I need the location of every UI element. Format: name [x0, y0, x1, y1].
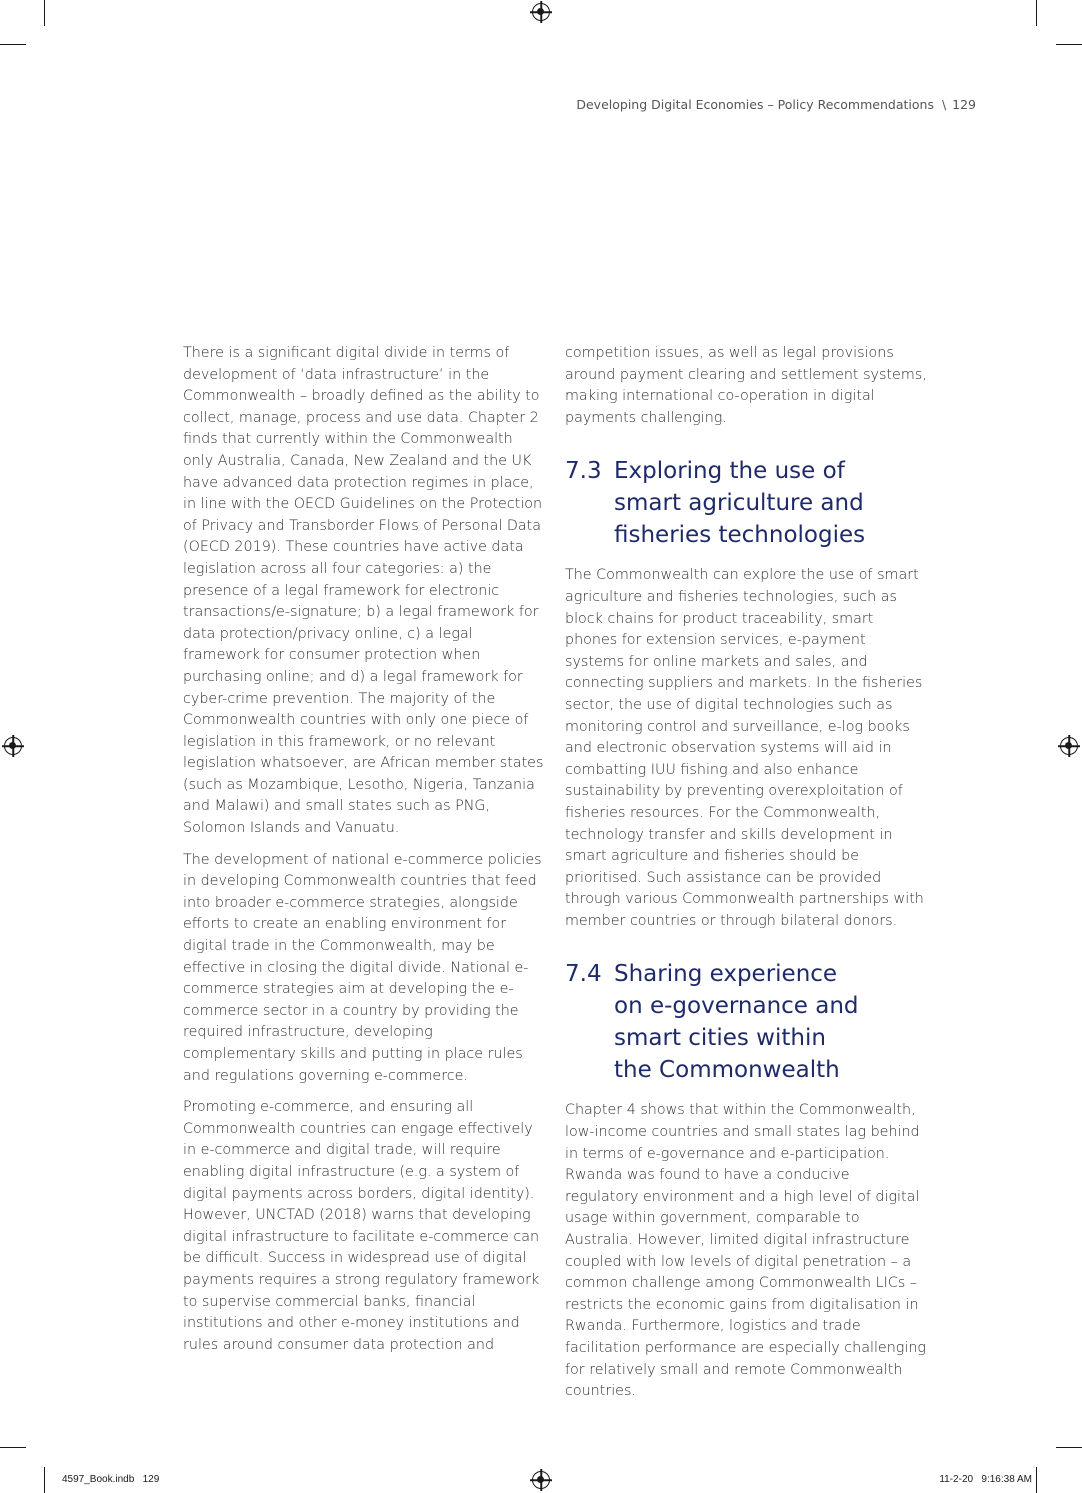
crop-mark-bottom-right-h [1056, 1447, 1082, 1448]
section-heading-7-4 [565, 958, 927, 1086]
section-heading-7-3 [565, 455, 927, 551]
right-column [565, 343, 927, 1413]
body-paragraph: The Commonwealth can explore the use of smart agriculture and fisheries technologies, such as block chains for product traceability, smart phones for extension services, e-payment systems for online markets and sales, and connecting suppliers and markets. In the fisheries sector, the use of digital technologies such as monitoring control and surveillance, e-log books and electronic observation systems will aid in combatting IUU fishing and also enhance sustainability by preventing overexploitation of fisheries resources. For the Commonwealth, technology transfer and skills development in smart agriculture and fisheries should be prioritised. Such assistance can be provided through various Commonwealth partnerships with member countries or through bilateral donors. [565, 567, 924, 929]
page-number: 129 [952, 97, 976, 112]
section-title: Exploring the use of smart agriculture and fisheries technologies [614, 458, 866, 549]
left-column [183, 343, 545, 1366]
section-title: Sharing experience on e-governance and smart cities within the Commonwealth [614, 961, 859, 1084]
crop-mark-top-left-v [44, 0, 45, 26]
body-paragraph: competition issues, as well as legal provisions around payment clearing and settlement systems, making international co-operation in digital payments challenging. [565, 345, 927, 426]
running-head-separator: \ [941, 97, 947, 112]
crop-mark-bottom-left-v [44, 1467, 45, 1493]
body-paragraph: There is a significant digital divide in terms of development of ‘data infrastructure’ in the Commonwealth – broadly defined as the ability to collect, manage, process and use data. Chapter 2 finds that currently within the Commonwealth only Australia, Canada, New Zealand and the UK have advanced data protection regimes in place, in line with the OECD Guidelines on the Protection of Privacy and Transborder Flows of Personal Data (OECD 2019). These countries have active data legislation across all four categories: a) the presence of a legal framework for electronic transactions/e-signature; b) a legal framework for data protection/privacy online, c) a legal framework for consumer protection when purchasing online; and d) a legal framework for cyber-crime prevention. The majority of the Commonwealth countries with only one piece of legislation in this framework, or no relevant legislation whatsoever, are African member states (such as Mozambique, Lesotho, Nigeria, Tanzania and Malawi) and small states such as PNG, Solomon Islands and Vanuatu. [183, 345, 544, 837]
crop-mark-bottom-left-h [0, 1447, 26, 1448]
crop-mark-top-right-v [1036, 0, 1037, 26]
section-number: 7.4 [565, 961, 602, 988]
body-paragraph: The development of national e-commerce policies in developing Commonwealth countries that feed into broader e-commerce strategies, alongside efforts to create an enabling environment for digital trade in the Commonwealth, may be effective in closing the digital divide. National e-commerce strategies aim at developing the e-commerce sector in a country by providing the required infrastructure, developing complementary skills and putting in place rules and regulations governing e-commerce. [183, 851, 542, 1084]
slug-file: 4597_Book.indb 129 [62, 1474, 160, 1485]
slug-timestamp: 11-2-20 9:16:38 AM [939, 1474, 1032, 1485]
registration-mark-bottom-icon [532, 1471, 550, 1489]
crop-mark-top-right-h [1056, 44, 1082, 45]
section-number: 7.3 [565, 458, 602, 485]
running-head [576, 97, 976, 112]
registration-mark-left-icon [4, 737, 22, 755]
registration-mark-right-icon [1060, 737, 1078, 755]
crop-mark-top-left-h [0, 44, 26, 45]
running-head-title: Developing Digital Economies – Policy Recommendations [576, 97, 934, 112]
registration-mark-top-icon [532, 3, 550, 21]
body-paragraph: Chapter 4 shows that within the Commonwealth, low-income countries and small states lag behind in terms of e-governance and e-participation. Rwanda was found to have a conducive regulatory environment and a high level of digital usage within government, comparable to Australia. However, limited digital infrastructure coupled with low levels of digital penetration – a common challenge among Commonwealth LICs – restricts the economic gains from digitalisation in Rwanda. Furthermore, logistics and trade facilitation performance are especially challenging for relatively small and remote Commonwealth countries. [565, 1102, 926, 1400]
body-paragraph: Promoting e-commerce, and ensuring all Commonwealth countries can engage effectively in e-commerce and digital trade, will require enabling digital infrastructure (e.g. a system of digital payments across borders, digital identity). However, UNCTAD (2018) warns that developing digital infrastructure to facilitate e-commerce can be difficult. Success in widespread use of digital payments requires a strong regulatory framework to supervise commercial banks, financial institutions and other e-money institutions and rules around consumer data protection and [183, 1099, 540, 1353]
crop-mark-bottom-right-v [1036, 1467, 1037, 1493]
